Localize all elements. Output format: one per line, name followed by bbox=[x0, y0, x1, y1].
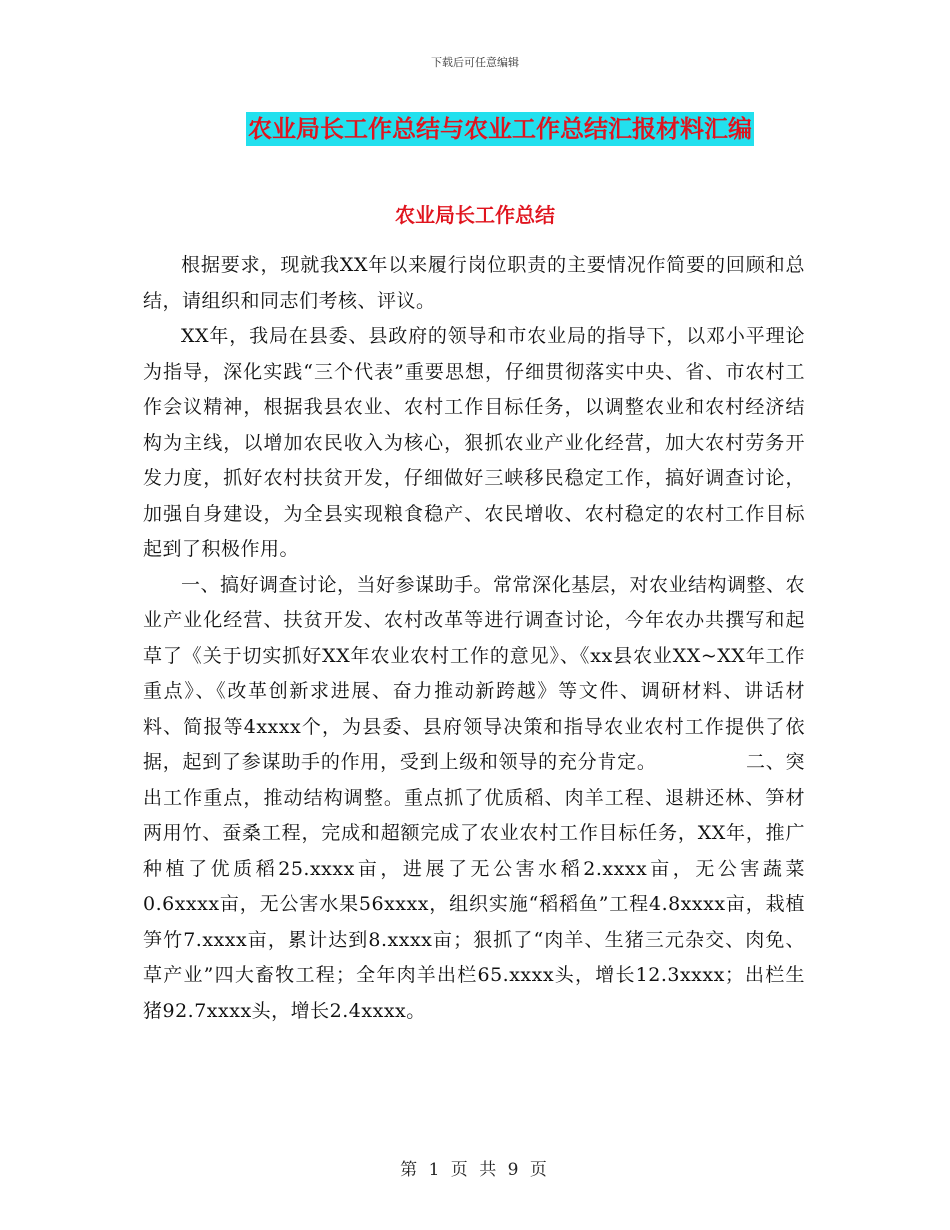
main-title-wrap bbox=[0, 112, 950, 146]
page-number: 第 1 页 共 9 页 bbox=[400, 1160, 550, 1180]
paragraph-overview: XX年，我局在县委、县政府的领导和市农业局的指导下，以邓小平理论为指导，深化实践“三个代表”重要思想，仔细贯彻落实中央、省、市农村工作会议精神，根据我县农业、农村工作目标任务，以调整农业和农村经济结构为主线，以增加农民收入为核心，狠抓农业产业化经营，加大农村劳务开发力度，抓好农村扶贫开发，仔细做好三峡移民稳定工作，搞好调查讨论，加强自身建设，为全县实现粮食稳产、农民增收、农村稳定的农村工作目标起到了积极作用。 bbox=[143, 325, 805, 560]
document-sub-title: 农业局长工作总结 bbox=[395, 203, 555, 227]
header-note: 下载后可任意编辑 bbox=[431, 56, 519, 69]
document-main-title: 农业局长工作总结与农业工作总结汇报材料汇编 bbox=[246, 112, 754, 146]
paragraph-research: 一、搞好调查讨论，当好参谋助手。常常深化基层，对农业结构调整、农业产业化经营、扶贫开发、农村改革等进行调查讨论，今年农办共撰写和起草了《关于切实抓好XX年农业农村工作的意见》、《xx县农业XX~XX年工作重点》、《改革创新求进展、奋力推动新跨越》等文件、调研材料、讲话材料、简报等4xxxx个，为县委、县府领导决策和指导农业农村工作提供了依据，起到了参谋助手的作用，受到上级和领导的充分肯定。 二、突出工作重点，推动结构调整。重点抓了优质稻、肉羊工程、退耕还林、笋材两用竹、蚕桑工程，完成和超额完成了农业农村工作目标任务，XX年，推广种植了优质稻25.xxxx亩，进展了无公害水稻2.xxxx亩，无公害蔬菜0.6xxxx亩，无公害水果56xxxx，组织实施“稻稻鱼”工程4.8xxxx亩，栽植笋竹7.xxxx亩，累计达到8.xxxx亩；狠抓了“肉羊、生猪三元杂交、肉免、草产业”四大畜牧工程；全年肉羊出栏65.xxxx头，增长12.3xxxx；出栏生猪92.7xxxx头，增长2.4xxxx。 bbox=[143, 573, 806, 1022]
paragraph-intro: 根据要求，现就我XX年以来履行岗位职责的主要情况作简要的回顾和总结，请组织和同志们考核、评议。 bbox=[143, 254, 805, 312]
document-body bbox=[143, 248, 805, 1029]
